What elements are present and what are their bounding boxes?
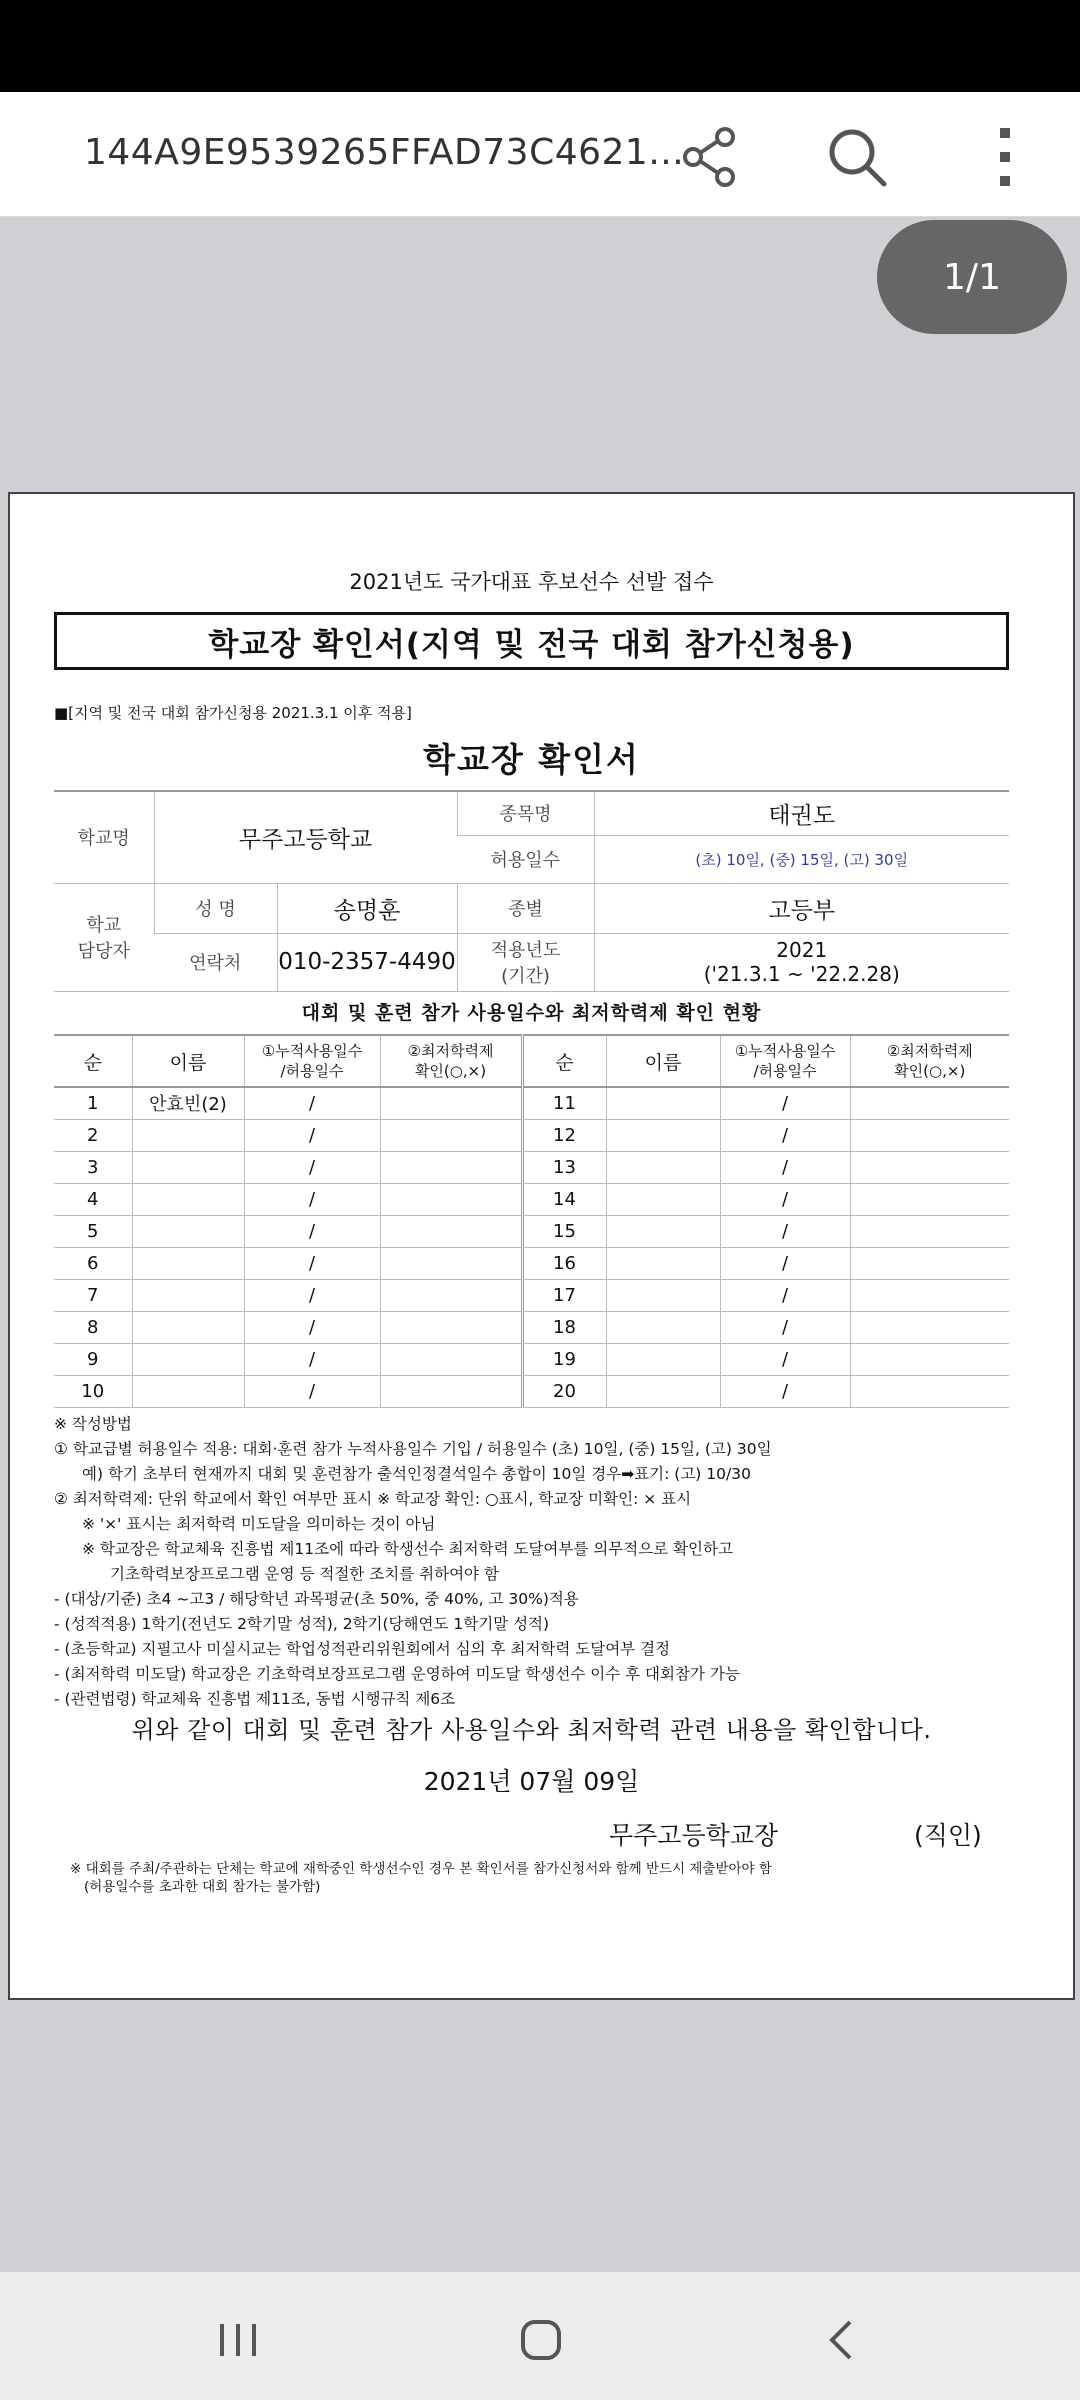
row-grade-cell [380, 1151, 522, 1183]
row-days-cell: / [720, 1151, 850, 1183]
note-line: ① 학교급별 허용일수 적용: 대회·훈련 참가 누적사용일수 기입 / 허용일수 (초) 10일, (중) 15일, (고) 30일 [54, 1440, 772, 1458]
row-number-cell: 17 [522, 1279, 606, 1311]
row-days-cell: / [244, 1087, 380, 1119]
row-name-cell [606, 1087, 720, 1119]
row-grade-cell [850, 1215, 1009, 1247]
row-number-cell: 1 [54, 1087, 132, 1119]
row-days-cell: / [720, 1311, 850, 1343]
allowed-days-label: 허용일수 [457, 835, 594, 883]
row-number-cell: 9 [54, 1343, 132, 1375]
share-icon[interactable] [675, 122, 745, 192]
row-name-cell [132, 1183, 244, 1215]
row-number-cell: 3 [54, 1151, 132, 1183]
table-row [54, 1279, 1009, 1311]
row-grade-cell [850, 1279, 1009, 1311]
row-grade-cell [850, 1247, 1009, 1279]
row-number-cell: 2 [54, 1119, 132, 1151]
home-icon[interactable] [511, 2310, 571, 2370]
row-number-cell: 7 [54, 1279, 132, 1311]
apply-note: ■[지역 및 전국 대회 참가신청용 2021.3.1 이후 적용] [54, 704, 412, 722]
row-days-cell: / [720, 1087, 850, 1119]
row-days-cell: / [244, 1279, 380, 1311]
row-name-cell [132, 1279, 244, 1311]
year-label: 적용년도 (기간) [457, 933, 594, 991]
row-number-cell: 19 [522, 1343, 606, 1375]
row-name-cell: 안효빈(2) [132, 1087, 244, 1119]
info-table [54, 790, 1009, 992]
main-title: 학교장 확인서 [423, 740, 640, 779]
row-days-cell: / [720, 1247, 850, 1279]
row-name-cell [132, 1247, 244, 1279]
page-indicator: 1/1 [877, 220, 1067, 334]
row-grade-cell [380, 1183, 522, 1215]
note-line: - (성적적용) 1학기(전년도 2학기말 성적), 2학기(당해연도 1학기말 성적) [54, 1615, 550, 1633]
table-row [54, 1375, 1009, 1407]
row-number-cell: 10 [54, 1375, 132, 1407]
row-number-cell: 18 [522, 1311, 606, 1343]
header-days-2: ①누적사용일수 /허용일수 [720, 1035, 850, 1087]
row-grade-cell [850, 1343, 1009, 1375]
writing-instructions [54, 1412, 1009, 1712]
row-days-cell: / [720, 1119, 850, 1151]
seal-mark: (직인) [914, 1821, 982, 1850]
row-grade-cell [380, 1343, 522, 1375]
year-cell [594, 933, 1009, 991]
row-grade-cell [380, 1311, 522, 1343]
division-label: 종별 [457, 883, 594, 933]
header-name-2: 이름 [606, 1035, 720, 1087]
footer-note: ※ 대회를 주최/주관하는 단체는 학교에 재학중인 학생선수인 경우 본 확인서를 참가신청서와 함께 반드시 제출받아야 함 (허용일수를 초과한 대회 참가는 불가함) [70, 1861, 772, 1895]
file-title: 144A9E9539265FFAD73C4621... [84, 132, 685, 173]
row-days-cell: / [244, 1311, 380, 1343]
row-grade-cell [850, 1375, 1009, 1407]
note-line: - (최저학력 미도달) 학교장은 기초학력보장프로그램 운영하여 미도달 학생선수 이수 후 대회참가 가능 [54, 1665, 740, 1683]
contact-label: 연락처 [154, 933, 277, 991]
note-line: - (초등학교) 지필고사 미실시교는 학업성적관리위원회에서 심의 후 최저학력 도달여부 결정 [54, 1640, 671, 1658]
row-grade-cell [380, 1087, 522, 1119]
row-days-cell: / [244, 1215, 380, 1247]
row-name-cell [606, 1119, 720, 1151]
sport-label: 종목명 [457, 791, 594, 835]
document-page [8, 492, 1075, 2000]
app-bar [0, 92, 1080, 217]
sport-value: 태권도 [594, 791, 1009, 835]
header-no-2: 순 [522, 1035, 606, 1087]
row-days-cell: / [720, 1215, 850, 1247]
school-value: 무주고등학교 [154, 791, 457, 883]
row-grade-cell [380, 1247, 522, 1279]
row-grade-cell [850, 1183, 1009, 1215]
section-title: 대회 및 훈련 참가 사용일수와 최저학력제 확인 현황 [301, 1002, 762, 1024]
table-row [54, 1311, 1009, 1343]
status-bar [0, 0, 1080, 92]
table-row [54, 1119, 1009, 1151]
header-grade: ②최저학력제 확인(○,×) [380, 1035, 522, 1087]
row-number-cell: 12 [522, 1119, 606, 1151]
header-days: ①누적사용일수 /허용일수 [244, 1035, 380, 1087]
row-name-cell [606, 1375, 720, 1407]
header-grade-2: ②최저학력제 확인(○,×) [850, 1035, 1009, 1087]
row-number-cell: 14 [522, 1183, 606, 1215]
table-row [54, 1343, 1009, 1375]
note-line: - (관련법령) 학교체육 진흥법 제11조, 동법 시행규칙 제6조 [54, 1690, 456, 1708]
row-grade-cell [850, 1087, 1009, 1119]
note-line: - (대상/기준) 초4 ~고3 / 해당학년 과목평균(초 50%, 중 40%, 고 30%)적용 [54, 1590, 579, 1608]
row-number-cell: 4 [54, 1183, 132, 1215]
row-grade-cell [380, 1279, 522, 1311]
note-line: 예) 학기 초부터 현재까지 대회 및 훈련참가 출석인정결석일수 총합이 10일 경우➡표기: (고) 10/30 [82, 1465, 751, 1483]
row-number-cell: 8 [54, 1311, 132, 1343]
search-icon[interactable] [822, 122, 892, 192]
row-days-cell: / [244, 1343, 380, 1375]
principal-name: 무주고등학교장 [609, 1821, 779, 1850]
year-value: 2021 [776, 938, 828, 962]
row-number-cell: 16 [522, 1247, 606, 1279]
row-grade-cell [850, 1311, 1009, 1343]
navigation-bar [0, 2272, 1080, 2400]
note-line: ※ 작성방법 [54, 1415, 132, 1433]
row-name-cell [606, 1247, 720, 1279]
row-days-cell: / [720, 1375, 850, 1407]
row-name-cell [132, 1375, 244, 1407]
usage-table [54, 1034, 1009, 1408]
manager-label: 학교 담당자 [54, 883, 154, 991]
row-days-cell: / [720, 1343, 850, 1375]
table-row [54, 1151, 1009, 1183]
issue-date: 2021년 07월 09일 [423, 1767, 640, 1796]
row-name-cell [132, 1343, 244, 1375]
note-line: ※ '×' 표시는 최저학력 미도달을 의미하는 것이 아님 [82, 1515, 436, 1533]
confirm-statement: 위와 같이 대회 및 훈련 참가 사용일수와 최저학력 관련 내용을 확인합니다. [131, 1716, 932, 1744]
division-value: 고등부 [594, 883, 1009, 933]
table-row [54, 1183, 1009, 1215]
note-line: ※ 학교장은 학교체육 진흥법 제11조에 따라 학생선수 최저학력 도달여부를 의무적으로 확인하고 [82, 1540, 733, 1558]
name-label: 성 명 [154, 883, 277, 933]
table-row [54, 1215, 1009, 1247]
row-days-cell: / [244, 1151, 380, 1183]
row-days-cell: / [720, 1183, 850, 1215]
row-number-cell: 15 [522, 1215, 606, 1247]
row-name-cell [606, 1311, 720, 1343]
row-grade-cell [380, 1215, 522, 1247]
row-number-cell: 13 [522, 1151, 606, 1183]
row-name-cell [606, 1151, 720, 1183]
row-grade-cell [380, 1375, 522, 1407]
row-number-cell: 6 [54, 1247, 132, 1279]
more-options-icon[interactable] [970, 122, 1040, 192]
row-number-cell: 11 [522, 1087, 606, 1119]
table-row [54, 1247, 1009, 1279]
row-grade-cell [850, 1151, 1009, 1183]
header-name: 이름 [132, 1035, 244, 1087]
row-name-cell [132, 1151, 244, 1183]
header-no: 순 [54, 1035, 132, 1087]
row-number-cell: 20 [522, 1375, 606, 1407]
period-value: ('21.3.1 ~ '22.2.28) [703, 962, 900, 986]
notice-title: 2021년도 국가대표 후보선수 선발 접수 [349, 570, 714, 594]
row-name-cell [606, 1183, 720, 1215]
recent-apps-icon[interactable] [208, 2310, 268, 2370]
row-name-cell [132, 1215, 244, 1247]
allowed-days-value: (초) 10일, (중) 15일, (고) 30일 [594, 835, 1009, 883]
note-line: 기초학력보장프로그램 운영 등 적절한 조치를 취하여야 함 [110, 1565, 499, 1583]
row-name-cell [606, 1343, 720, 1375]
row-days-cell: / [244, 1247, 380, 1279]
row-name-cell [132, 1311, 244, 1343]
row-days-cell: / [244, 1375, 380, 1407]
name-value: 송명훈 [277, 883, 457, 933]
row-name-cell [606, 1279, 720, 1311]
row-number-cell: 5 [54, 1215, 132, 1247]
row-days-cell: / [244, 1183, 380, 1215]
row-name-cell [606, 1215, 720, 1247]
row-grade-cell [850, 1119, 1009, 1151]
contact-value: 010-2357-4490 [277, 933, 457, 991]
row-name-cell [132, 1119, 244, 1151]
row-days-cell: / [720, 1279, 850, 1311]
back-icon[interactable] [812, 2310, 872, 2370]
row-grade-cell [380, 1119, 522, 1151]
row-days-cell: / [244, 1119, 380, 1151]
school-label: 학교명 [54, 791, 154, 883]
table-row [54, 1087, 1009, 1119]
note-line: ② 최저학력제: 단위 학교에서 확인 여부만 표시 ※ 학교장 확인: ○표시, 학교장 미확인: × 표시 [54, 1490, 692, 1508]
boxed-title: 학교장 확인서(지역 및 전국 대회 참가신청용) [54, 612, 1009, 670]
